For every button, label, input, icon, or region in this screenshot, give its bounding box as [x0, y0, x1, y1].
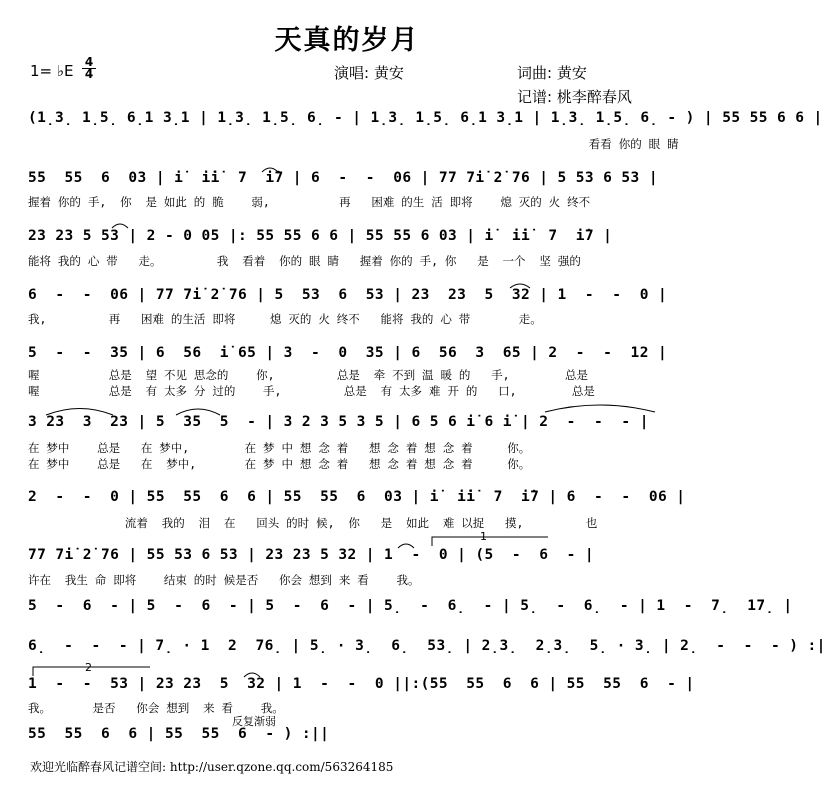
fade-marking: 反复渐弱: [232, 715, 276, 728]
score-line-3-lyric: 能将 我的 心 带 走。 我 看着 你的 眼 睛 握着 你的 手, 你 是 一个 坚 强的: [28, 254, 581, 268]
second-ending-number: 2: [85, 661, 92, 674]
score-line-7-notes: 2 - - 0 | 55 55 6 6 | 55 55 6 03 | i̇ i̇i̇ 7 i̇7 | 6 - - 06 |: [28, 489, 686, 505]
score-line-9-notes: 5 - 6 - | 5 - 6 - | 5 - 6 - | 5̣ - 6̣ - | 5̣ - 6̣ - | 1 - 7̣ 17̣ |: [28, 598, 793, 614]
tie-slur: [398, 544, 414, 548]
score-line-8-notes: 77 7i̇ 2̇ 76 | 55 53 6 53 | 23 23 5 32 | 1 - 0 | (5 - 6 - |: [28, 547, 595, 563]
score-line-8-lyric: 许在 我生 命 即将 结束 的时 候是否 你会 想到 来 看 我。: [28, 573, 420, 587]
score-line-11-lyric: 我。 是否 你会 想到 来 看 我。: [28, 701, 284, 715]
score-line-12-notes: 55 55 6 6 | 55 55 6 - ) :||: [28, 726, 330, 742]
singer-credit: 演唱: 黄安: [334, 64, 404, 82]
score-line-1-notes: (1̣3̣ 1̣5̣ 6̣1 3̣1 | 1̣3̣ 1̣5̣ 6̣ - | 1̣3̣ 1̣5̣ 6̣1 3̣1 | 1̣3̣ 1̣5̣ 6̣ - ) | 55 55 6 6 |: [28, 110, 823, 126]
score-line-7-lyric: 流着 我的 泪 在 回头 的时 候, 你 是 如此 难 以捉 摸, 也: [28, 516, 598, 530]
score-line-11-notes: 1 - - 53 | 23 23 5 32 | 1 - - 0 ||:(55 55 6 6 | 55 55 6 - |: [28, 676, 695, 692]
score-line-4-lyric: 我, 再 困难 的生活 即将 熄 灭的 火 终不 能将 我的 心 带 走。: [28, 312, 542, 326]
score-line-6-lyric-b: 在 梦中 总是 在 梦中, 在 梦 中 想 念 着 想 念 着 想 念 着 你。: [28, 457, 531, 471]
footer-note: 欢迎光临醉春风记谱空间: http://user.qzone.qq.com/563264185: [30, 760, 394, 774]
meter-top: 4: [82, 57, 96, 69]
score-line-5-lyric-b: 喔 总是 有 太多 分 过的 手, 总是 有 太多 难 开 的 口, 总是: [28, 384, 595, 398]
tie-slur: [176, 409, 220, 415]
tie-slur: [244, 673, 260, 677]
long-tie-slur: [545, 405, 655, 412]
score-line-2-lyric: 握着 你的 手, 你 是 如此 的 脆 弱, 再 困难 的生 活 即将 熄 灭的 火 终不: [28, 195, 591, 209]
lyricist-credit: 词曲: 黄安: [517, 64, 587, 82]
tie-slur: [112, 224, 128, 228]
score-line-10-notes: 6̣ - - - | 7̣ · 1 2 76̣ | 5̣ · 3̣ 6̣ 53̣ | 2̣3̣ 2̣3̣ 5̣ · 3̣ | 2̣ - - - ) :|: [28, 638, 826, 654]
score-line-6-notes: 3 23 3 23 | 5 35 5 - | 3 2 3 5 3 5 | 6 5 6 i̇ 6 i̇ | 2 - - - |: [28, 414, 649, 430]
tie-slur: [262, 168, 278, 172]
transcriber-credit: 记谱: 桃李醉春风: [517, 88, 632, 106]
key-signature: 1= ♭E: [30, 62, 74, 80]
second-ending-bracket: [33, 667, 150, 676]
score-line-3-notes: 23 23 5 53 | 2 - 0 05 |: 55 55 6 6 | 55 55 6 03 | i̇ i̇i̇ 7 i̇7 |: [28, 228, 613, 244]
score-line-6-lyric-a: 在 梦中 总是 在 梦中, 在 梦 中 想 念 着 想 念 着 想 念 着 你。: [28, 441, 531, 455]
tie-slur: [510, 284, 530, 288]
first-ending-bracket: [432, 537, 548, 546]
song-title: 天真的岁月: [274, 25, 420, 56]
tie-slur: [46, 409, 113, 416]
score-line-1-lyric: 看看 你的 眼 睛: [28, 137, 679, 151]
first-ending-number: 1: [480, 530, 487, 543]
score-line-5-lyric-a: 喔 总是 望 不见 思念的 你, 总是 牵 不到 温 暖 的 手, 总是: [28, 368, 588, 382]
score-line-5-notes: 5 - - 35 | 6 56 i̇ 65 | 3 - 0 35 | 6 56 3 65 | 2 - - 12 |: [28, 345, 668, 361]
score-line-4-notes: 6 - - 06 | 77 7i̇ 2̇ 76 | 5 53 6 53 | 23 23 5 32 | 1 - - 0 |: [28, 287, 668, 303]
score-line-2-notes: 55 55 6 03 | i̇ i̇i̇ 7 i̇7 | 6 - - 06 | 77 7i̇ 2̇ 76 | 5 53 6 53 |: [28, 170, 658, 186]
meter-bottom: 4: [84, 67, 94, 81]
